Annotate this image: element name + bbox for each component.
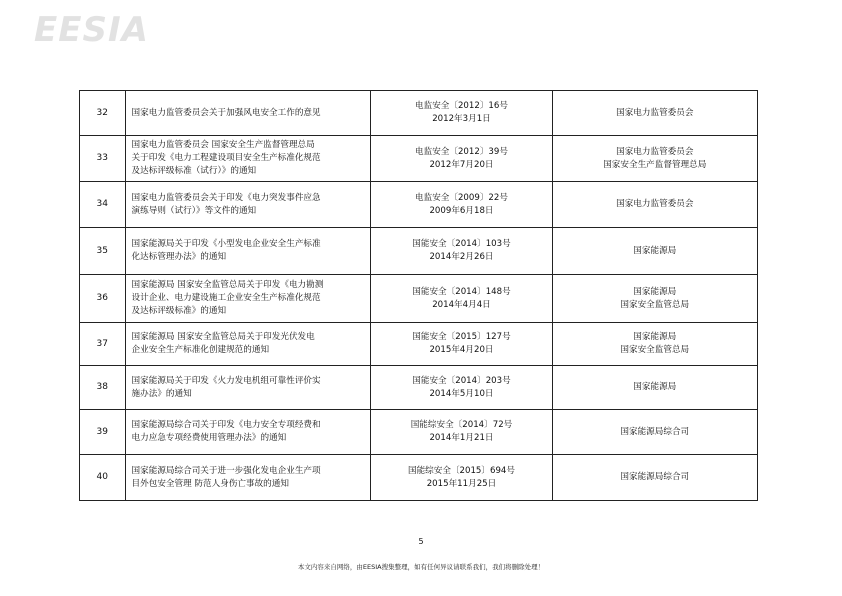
document-title-line: 企业安全生产标准化创建规范的通知 [131,345,270,355]
document-title-line: 演练导则（试行）》等文件的通知 [131,205,257,216]
document-title-line: 关于印发《电力工程建设项目安全生产标准化规范 [131,153,321,163]
issuing-organization [552,323,757,366]
document-number-line: 电监安全〔2012〕39号 [415,146,508,157]
issuing-organization-line: 国家能源局综合司 [620,472,690,482]
row-number: 39 [80,410,126,455]
eesia-logo: EESIA [34,10,149,50]
document-title-line: 国家电力监管委员会 国家安全生产监督管理总局 [131,140,315,150]
document-title-line: 国家能源局 国家安全监管总局关于印发光伏发电 [131,332,315,342]
document-number [371,410,552,455]
document-title-line: 化达标管理办法》的通知 [131,252,227,262]
document-number [371,136,552,182]
row-number: 36 [80,275,126,323]
document-number-line: 国能安全〔2014〕203号 [412,375,511,386]
table-row [80,228,758,275]
document-number [371,275,552,323]
document-title-line: 国家能源局 国家安全监管总局关于印发《电力勘测 [131,280,324,290]
issuing-organization [552,182,757,228]
document-number-line: 国能安全〔2014〕103号 [412,239,511,249]
document-title-line: 电力应急专项经费使用管理办法》的通知 [131,433,287,443]
issuing-organization [552,366,757,410]
document-title-line: 设计企业、电力建设施工企业安全生产标准化规范 [131,293,321,303]
issuing-organization-line: 国家电力监管委员会 [616,199,694,209]
document-number-line: 国能安全〔2015〕127号 [412,332,511,342]
document-title-line: 国家电力监管委员会关于印发《电力突发事件应急 [131,192,321,203]
document-title-line: 国家能源局关于印发《火力发电机组可靠性评价实 [131,375,321,386]
issuing-organization-line: 国家能源局 [633,332,677,342]
issuing-organization-line: 国家电力监管委员会 [616,146,694,157]
issuing-organization [552,275,757,323]
document-number-line: 2009年6月18日 [429,205,494,216]
table-row [80,366,758,410]
table-row [80,455,758,501]
document-number [371,228,552,275]
document-title [125,91,371,136]
row-number: 38 [80,366,126,410]
row-number: 40 [80,455,126,501]
document-number-line: 2014年5月10日 [429,388,494,399]
regulation-table [79,90,758,501]
document-title [125,410,371,455]
document-title-line: 国家能源局综合司关于印发《电力安全专项经费和 [131,420,321,430]
row-number: 37 [80,323,126,366]
row-number: 35 [80,228,126,275]
document-title [125,323,371,366]
document-number [371,323,552,366]
document-title-line: 国家能源局关于印发《小型发电企业安全生产标准 [131,239,321,249]
issuing-organization-line: 国家电力监管委员会 [616,107,694,118]
document-number-line: 2014年2月26日 [429,252,494,262]
issuing-organization [552,91,757,136]
issuing-organization-line: 国家能源局 [633,382,677,392]
document-title [125,182,371,228]
issuing-organization [552,228,757,275]
document-title-line: 及达标评级标准》的通知 [131,306,227,316]
issuing-organization-line: 国家安全监管总局 [620,345,690,355]
table-row [80,275,758,323]
document-number-line: 电监安全〔2009〕22号 [415,192,508,203]
document-title-line: 国家能源局综合司关于进一步强化发电企业生产项 [131,465,321,476]
issuing-organization [552,136,757,182]
document-number-line: 2012年7月20日 [429,159,494,170]
document-title [125,275,371,323]
document-number [371,91,552,136]
table-row [80,91,758,136]
issuing-organization-line: 国家能源局综合司 [620,426,690,437]
document-number-line: 2015年11月25日 [426,478,497,489]
document-number [371,455,552,501]
issuing-organization-line: 国家能源局 [633,286,677,297]
document-number-line: 电监安全〔2012〕16号 [415,101,508,111]
row-number: 33 [80,136,126,182]
document-title [125,366,371,410]
table-row [80,136,758,182]
document-title [125,455,371,501]
document-number-line: 国能综安全〔2014〕72号 [410,420,513,430]
document-number-line: 国能综安全〔2015〕694号 [407,465,515,476]
issuing-organization [552,410,757,455]
row-number: 34 [80,182,126,228]
document-number-line: 2014年4月4日 [432,299,491,310]
document-number [371,366,552,410]
document-number-line: 2015年4月20日 [429,345,494,355]
document-title-line: 国家电力监管委员会关于加强风电安全工作的意见 [131,107,321,118]
document-title-line: 及达标评级标准（试行）》的通知 [131,166,257,176]
table-row [80,182,758,228]
document-number-line: 2012年3月1日 [432,114,491,124]
page-number: 5 [418,537,424,546]
document-title [125,136,371,182]
row-number: 32 [80,91,126,136]
issuing-organization-line: 国家安全监管总局 [620,299,690,310]
issuing-organization [552,455,757,501]
table-row [80,410,758,455]
document-title [125,228,371,275]
document-number-line: 国能安全〔2014〕148号 [412,286,511,297]
issuing-organization-line: 国家能源局 [633,245,677,256]
document-title-line: 施办法》的通知 [131,388,192,399]
document-title-line: 目外包安全管理 防范人身伤亡事故的通知 [131,478,289,489]
issuing-organization-line: 国家安全生产监督管理总局 [603,159,707,170]
document-number [371,182,552,228]
document-number-line: 2014年1月21日 [429,433,494,443]
table-row [80,323,758,366]
footer-disclaimer: 本文内容来自网络，由EESIA搜集整理，如有任何异议请联系我们，我们将删除处理！ [297,563,545,571]
